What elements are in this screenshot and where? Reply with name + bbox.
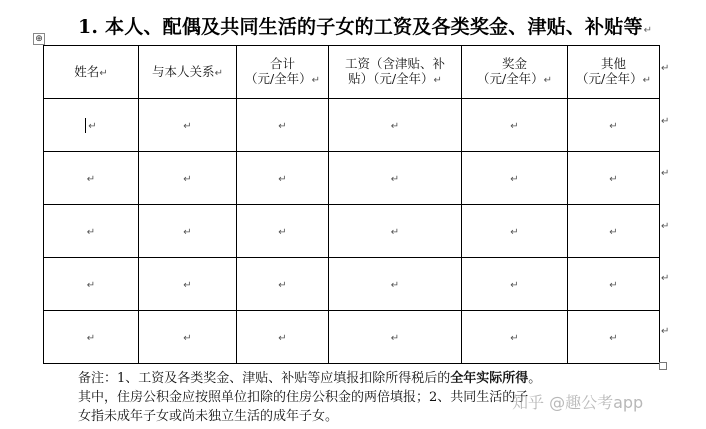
column-header: 奖金 （元/全年）↵ [462,46,568,99]
table-cell[interactable] [44,258,139,311]
table-cell[interactable] [462,99,568,152]
row-end-mark: ↵ [661,63,670,74]
paragraph-mark: ↵ [510,332,519,344]
paragraph-mark: ↵ [609,173,618,185]
row-end-mark: ↵ [661,115,670,127]
paragraph-mark: ↵ [183,120,192,132]
table-cell[interactable] [44,99,139,152]
table-cell[interactable] [568,205,660,258]
table-cell[interactable] [568,258,660,311]
paragraph-mark: ↵ [183,332,192,344]
table-row [44,152,660,205]
table-cell[interactable] [44,311,139,364]
paragraph-mark: ↵ [643,25,653,36]
table-cell[interactable] [139,258,237,311]
paragraph-mark: ↵ [183,173,192,185]
paragraph-mark: ↵ [278,173,287,185]
income-table [43,45,660,364]
table-cell[interactable] [462,152,568,205]
table-move-handle-icon[interactable]: ⊕ [33,33,45,45]
paragraph-mark: ↵ [183,226,192,238]
column-header: 工资（含津贴、补 贴）（元/全年）↵ [329,46,462,99]
paragraph-mark: ↵ [510,120,519,132]
table-cell[interactable] [237,258,329,311]
note-line-1: 备注：1、工资及各类奖金、津贴、补贴等应填报扣除所得税后的 [78,371,451,386]
table-cell[interactable] [44,205,139,258]
table-row [44,311,660,364]
column-header: 与本人关系↵ [139,46,237,99]
table-cell[interactable] [139,311,237,364]
watermark: 知乎 @趣公考app [512,393,644,412]
table-row [44,99,660,152]
row-end-mark: ↵ [661,326,670,337]
column-header: 合计 （元/全年）↵ [237,46,329,99]
section-title: 1. 本人、配偶及共同生活的子女的工资及各类奖金、津贴、补贴等↵ [78,16,653,38]
paragraph-mark: ↵ [510,279,519,291]
table-cell[interactable] [237,99,329,152]
column-header: 其他 （元/全年）↵ [568,46,660,99]
table-cell[interactable] [462,205,568,258]
table-cell[interactable] [329,205,462,258]
note-line-3: 女指未成年子女或尚未独立生活的成年子女。 [78,409,339,424]
table-cell[interactable] [139,99,237,152]
paragraph-mark: ↵ [609,279,618,291]
column-header: 姓名↵ [44,46,139,99]
table-cell[interactable] [329,152,462,205]
table-row [44,205,660,258]
table-cell[interactable] [139,152,237,205]
paragraph-mark: ↵ [609,226,618,238]
table-cell[interactable] [462,311,568,364]
text-cursor [85,118,86,133]
paragraph-mark: ↵ [609,120,618,132]
table-header-row [44,46,660,99]
table-cell[interactable] [329,311,462,364]
row-end-mark: ↵ [661,220,670,232]
paragraph-mark: ↵ [278,332,287,344]
paragraph-mark: ↵ [390,332,400,344]
table-cell[interactable] [44,152,139,205]
table-cell[interactable] [329,258,462,311]
paragraph-mark: ↵ [86,226,96,238]
row-end-mark: ↵ [661,168,670,180]
paragraph-mark: ↵ [510,226,519,238]
paragraph-mark: ↵ [86,332,96,344]
note-line-2: 其中，住房公积金应按照单位扣除的住房公积金的两倍填报；2、共同生活的子 [78,390,529,405]
paragraph-mark: ↵ [86,173,96,185]
table-row [44,258,660,311]
table-note: 备注：1、工资及各类奖金、津贴、补贴等应填报扣除所得税后的全年实际所得。 其中，住房公积金应按照单位扣除的住房公积金的两倍填报；2、共同生活的子 女指未成年子女或尚未独立生活的成年子女。 [78,369,678,426]
table-cell[interactable] [329,99,462,152]
paragraph-mark: ↵ [390,279,400,291]
paragraph-mark: ↵ [390,226,400,238]
paragraph-mark: ↵ [278,279,287,291]
row-end-mark: ↵ [661,273,670,285]
table-cell[interactable] [568,152,660,205]
table-cell[interactable] [237,311,329,364]
paragraph-mark: ↵ [88,120,97,132]
paragraph-mark: ↵ [390,173,400,185]
table-cell[interactable] [568,99,660,152]
table-cell[interactable] [139,205,237,258]
paragraph-mark: ↵ [609,332,618,344]
paragraph-mark: ↵ [278,226,287,238]
note-bold-text: 全年实际所得 [450,371,529,386]
paragraph-mark: ↵ [390,120,400,132]
table-cell[interactable] [568,311,660,364]
paragraph-mark: ↵ [510,173,519,185]
table-cell[interactable] [237,152,329,205]
paragraph-mark: ↵ [278,120,287,132]
paragraph-mark: ↵ [86,279,96,291]
table-cell[interactable] [462,258,568,311]
table-cell[interactable] [237,205,329,258]
paragraph-mark: ↵ [183,279,192,291]
